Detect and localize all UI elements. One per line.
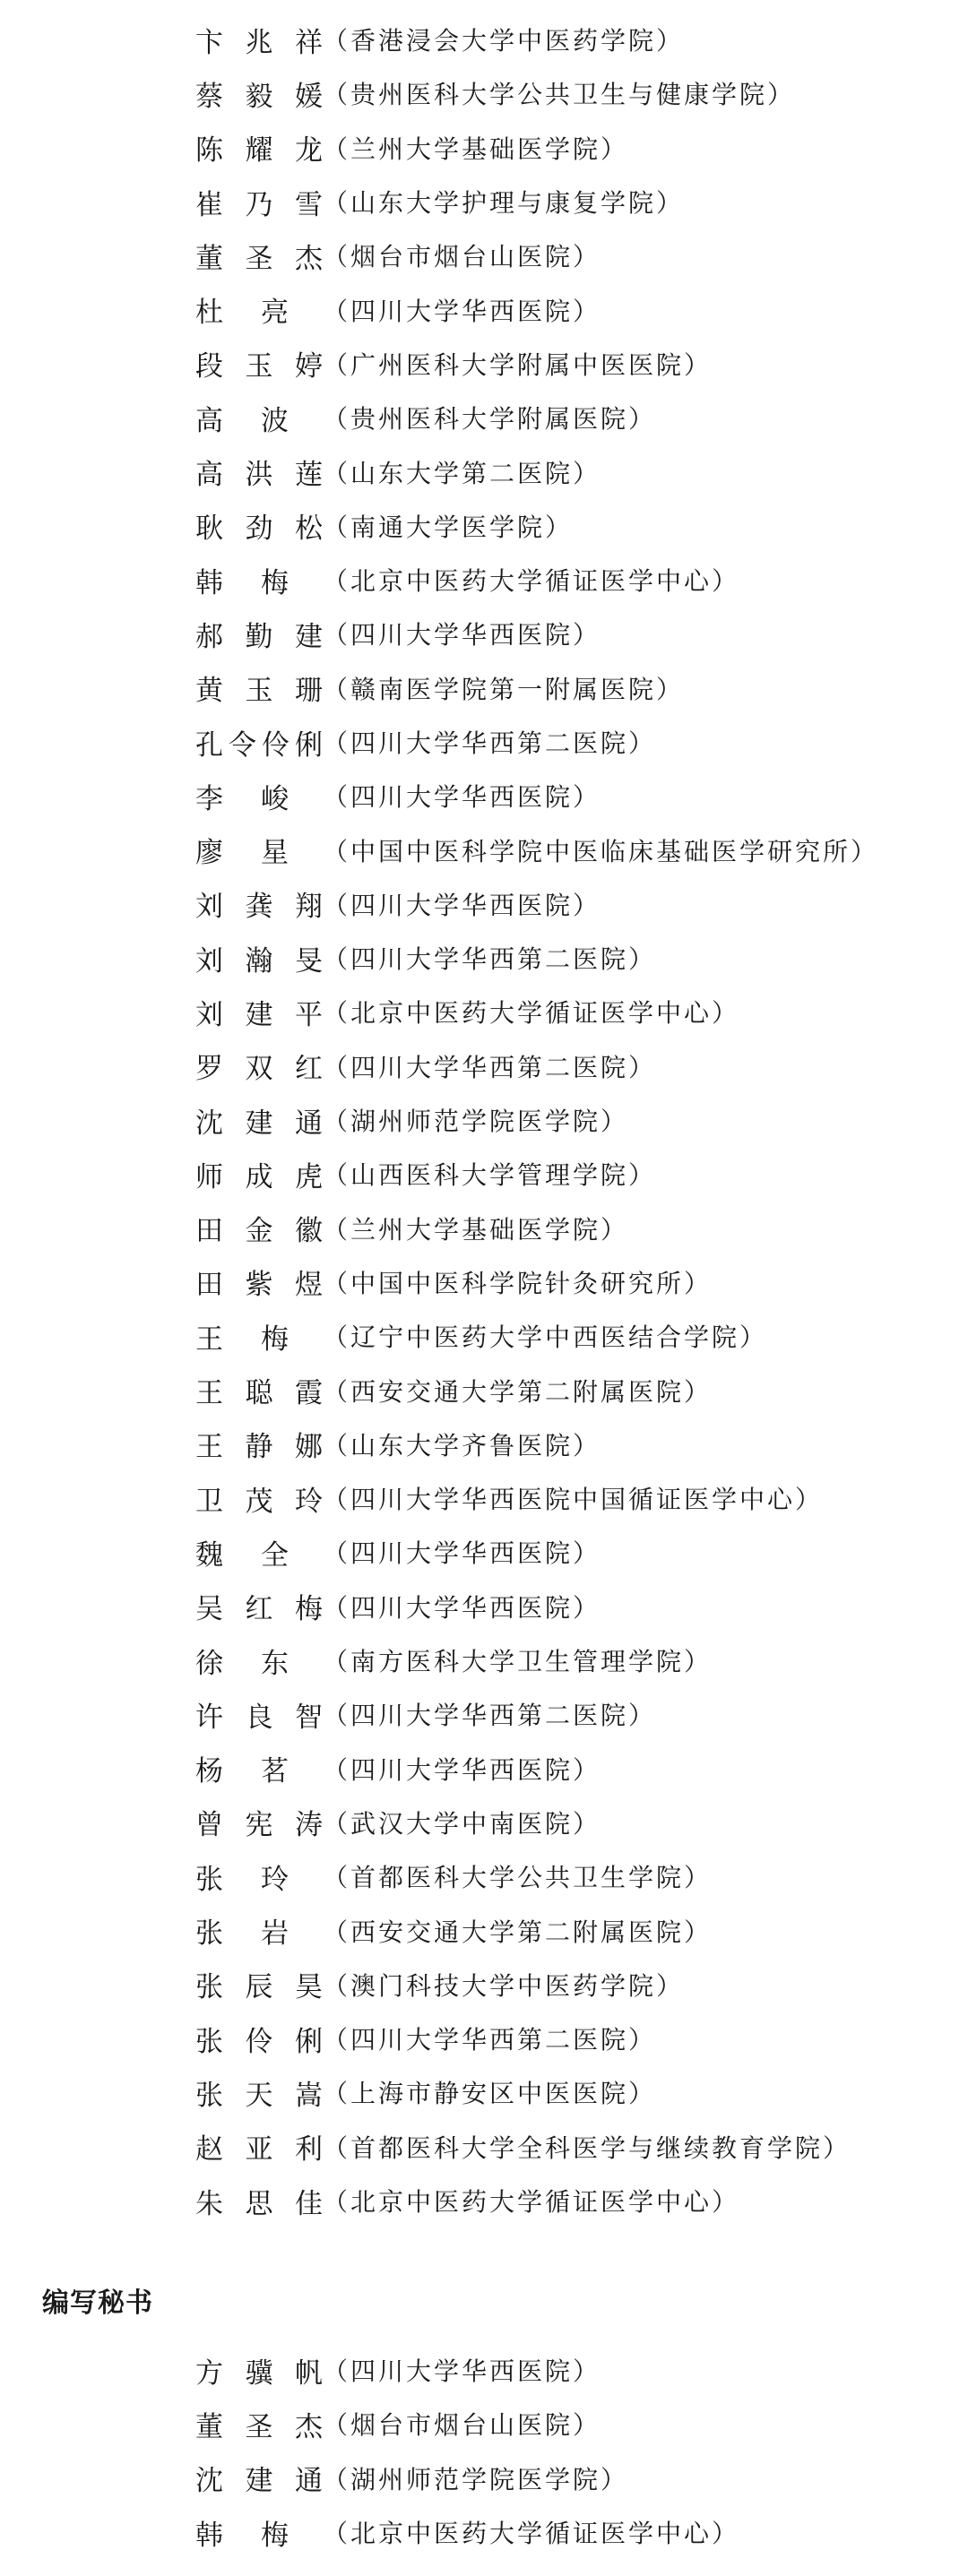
member-affiliation: （四川大学华西第二医院） — [323, 2025, 657, 2055]
member-row — [195, 1796, 878, 1849]
member-name: 杨茗 — [195, 1755, 289, 1788]
member-name: 赵亚利 — [195, 2133, 323, 2167]
member-name: 张岩 — [195, 1917, 289, 1951]
member-affiliation: （澳门科技大学中医药学院） — [323, 1970, 685, 2001]
member-affiliation: （四川大学华西医院中国循证医学中心） — [323, 1485, 824, 1515]
member-row — [195, 391, 878, 444]
member-name: 韩梅 — [195, 566, 289, 599]
member-affiliation: （西安交通大学第二附属医院） — [323, 1376, 713, 1407]
member-name: 罗双红 — [195, 1053, 323, 1086]
member-affiliation: （香港浸会大学中医药学院） — [323, 26, 685, 56]
member-row — [195, 1525, 878, 1579]
member-affiliation: （北京中医药大学循证医学中心） — [323, 998, 740, 1029]
editorial-secretary-list — [195, 2343, 739, 2559]
member-name: 耿劲松 — [195, 513, 323, 546]
member-name: 张玲 — [195, 1863, 289, 1896]
member-name: 王梅 — [195, 1322, 289, 1356]
member-row — [195, 2505, 739, 2559]
member-affiliation: （首都医科大学全科医学与继续教育学院） — [323, 2132, 851, 2163]
member-row — [195, 2174, 878, 2227]
member-name: 高洪莲 — [195, 459, 323, 492]
member-affiliation: （四川大学华西医院） — [323, 1592, 601, 1623]
member-row — [195, 2120, 878, 2174]
member-affiliation: （南方医科大学卫生管理学院） — [323, 1647, 713, 1677]
member-name: 段玉婷 — [195, 350, 323, 383]
member-name: 张辰昊 — [195, 1971, 323, 2004]
member-row — [195, 823, 878, 876]
member-name: 田金徽 — [195, 1215, 323, 1248]
member-affiliation: （湖州师范学院医学院） — [323, 2464, 629, 2494]
member-name: 李峻 — [195, 782, 289, 815]
member-row — [195, 715, 878, 769]
member-row — [195, 121, 878, 175]
member-name: 崔乃雪 — [195, 188, 323, 221]
member-name: 方骥帆 — [195, 2356, 323, 2390]
secretaries-heading: 编写秘书 — [42, 2287, 153, 2319]
member-name: 陈耀龙 — [195, 134, 323, 168]
member-affiliation: （烟台市烟台山医院） — [323, 242, 601, 272]
member-affiliation: （湖州师范学院医学院） — [323, 1107, 629, 1137]
member-affiliation: （四川大学华西医院） — [323, 890, 601, 920]
member-affiliation: （中国中医科学院针灸研究所） — [323, 1268, 713, 1298]
member-name: 廖星 — [195, 837, 289, 870]
member-affiliation: （北京中医药大学循证医学中心） — [323, 566, 740, 597]
member-affiliation: （兰州大学基础医学院） — [323, 1214, 629, 1245]
member-affiliation: （赣南医学院第一附属医院） — [323, 674, 685, 704]
member-affiliation: （西安交通大学第二附属医院） — [323, 1917, 713, 1947]
member-name: 师成虎 — [195, 1160, 323, 1193]
member-name: 沈建通 — [195, 1107, 323, 1140]
member-affiliation: （山东大学第二医院） — [323, 458, 601, 488]
member-row — [195, 228, 878, 282]
member-row — [195, 1958, 878, 2012]
member-row — [195, 337, 878, 391]
member-affiliation: （兰州大学基础医学院） — [323, 134, 629, 164]
member-name: 黄玉珊 — [195, 675, 323, 708]
member-affiliation: （四川大学华西医院） — [323, 1754, 601, 1785]
member-name: 朱思佳 — [195, 2187, 323, 2220]
member-name: 刘瀚旻 — [195, 944, 323, 978]
member-name: 郝勤建 — [195, 620, 323, 653]
member-affiliation: （四川大学华西第二医院） — [323, 944, 657, 975]
member-affiliation: （北京中医药大学循证医学中心） — [323, 2519, 740, 2549]
member-row — [195, 2343, 739, 2397]
member-name: 张伶俐 — [195, 2025, 323, 2058]
member-row — [195, 1309, 878, 1363]
member-affiliation: （上海市静安区中医医院） — [323, 2079, 657, 2109]
member-name: 王静娜 — [195, 1431, 323, 1464]
member-affiliation: （辽宁中医药大学中西医结合学院） — [323, 1322, 768, 1353]
member-row — [195, 1742, 878, 1796]
editorial-member-list — [195, 13, 878, 2227]
member-name: 刘龚翔 — [195, 891, 323, 924]
member-name: 高波 — [195, 404, 289, 437]
member-affiliation: （广州医科大学附属中医医院） — [323, 349, 713, 380]
member-row — [195, 1039, 878, 1093]
member-affiliation: （山西医科大学管理学院） — [323, 1160, 657, 1191]
member-row — [195, 175, 878, 228]
member-name: 沈建通 — [195, 2465, 323, 2498]
member-row — [195, 1903, 878, 1957]
member-row — [195, 66, 878, 120]
member-name: 董圣杰 — [195, 242, 323, 275]
member-row — [195, 1147, 878, 1201]
member-row — [195, 2012, 878, 2065]
member-name: 曾宪涛 — [195, 1809, 323, 1842]
member-row — [195, 13, 878, 66]
member-name: 韩梅 — [195, 2519, 289, 2552]
member-name: 田紫煜 — [195, 1269, 323, 1302]
member-name: 王聪霞 — [195, 1377, 323, 1410]
member-row — [195, 661, 878, 715]
member-name: 张天嵩 — [195, 2079, 323, 2112]
member-row — [195, 1849, 878, 1903]
member-affiliation: （南通大学医学院） — [323, 512, 574, 542]
member-row — [195, 282, 878, 336]
member-name: 蔡毅媛 — [195, 80, 323, 113]
member-row — [195, 2451, 739, 2505]
member-row — [195, 1363, 878, 1417]
member-row — [195, 1633, 878, 1687]
member-affiliation: （四川大学华西第二医院） — [323, 1701, 657, 1731]
member-name: 卞兆祥 — [195, 26, 323, 59]
member-row — [195, 877, 878, 931]
member-row — [195, 444, 878, 498]
member-affiliation: （四川大学华西医院） — [323, 1538, 601, 1569]
member-affiliation: （四川大学华西医院） — [323, 2356, 601, 2387]
member-affiliation: （贵州医科大学公共卫生与健康学院） — [323, 80, 796, 110]
member-affiliation: （贵州医科大学附属医院） — [323, 404, 657, 435]
member-row — [195, 769, 878, 823]
member-affiliation: （四川大学华西医院） — [323, 782, 601, 813]
member-name: 卫茂玲 — [195, 1485, 323, 1518]
member-affiliation: （山东大学护理与康复学院） — [323, 188, 685, 219]
member-row — [195, 2065, 878, 2119]
member-row — [195, 1471, 878, 1525]
member-row — [195, 931, 878, 985]
member-row — [195, 607, 878, 660]
member-affiliation: （北京中医药大学循证医学中心） — [323, 2187, 740, 2218]
member-row — [195, 1417, 878, 1471]
member-row — [195, 1580, 878, 1633]
member-affiliation: （首都医科大学公共卫生学院） — [323, 1863, 713, 1893]
member-row — [195, 985, 878, 1038]
member-affiliation: （烟台市烟台山医院） — [323, 2410, 601, 2441]
member-affiliation: （四川大学华西医院） — [323, 620, 601, 650]
member-affiliation: （中国中医科学院中医临床基础医学研究所） — [323, 836, 879, 866]
member-affiliation: （武汉大学中南医院） — [323, 1808, 601, 1839]
member-name: 徐东 — [195, 1647, 289, 1680]
member-affiliation: （山东大学齐鲁医院） — [323, 1430, 601, 1460]
member-name: 孔令伶俐 — [195, 728, 323, 762]
member-affiliation: （四川大学华西医院） — [323, 296, 601, 326]
member-name: 魏全 — [195, 1538, 289, 1572]
member-row — [195, 2397, 739, 2451]
member-name: 杜亮 — [195, 297, 289, 330]
member-row — [195, 553, 878, 607]
member-row — [195, 499, 878, 553]
member-row — [195, 1202, 878, 1255]
member-row — [195, 1255, 878, 1309]
member-name: 许良智 — [195, 1701, 323, 1734]
member-affiliation: （四川大学华西第二医院） — [323, 1052, 657, 1082]
member-name: 刘建平 — [195, 998, 323, 1031]
member-name: 吴红梅 — [195, 1593, 323, 1626]
member-name: 董圣杰 — [195, 2410, 323, 2443]
member-row — [195, 1687, 878, 1741]
member-row — [195, 1093, 878, 1147]
member-affiliation: （四川大学华西第二医院） — [323, 728, 657, 758]
